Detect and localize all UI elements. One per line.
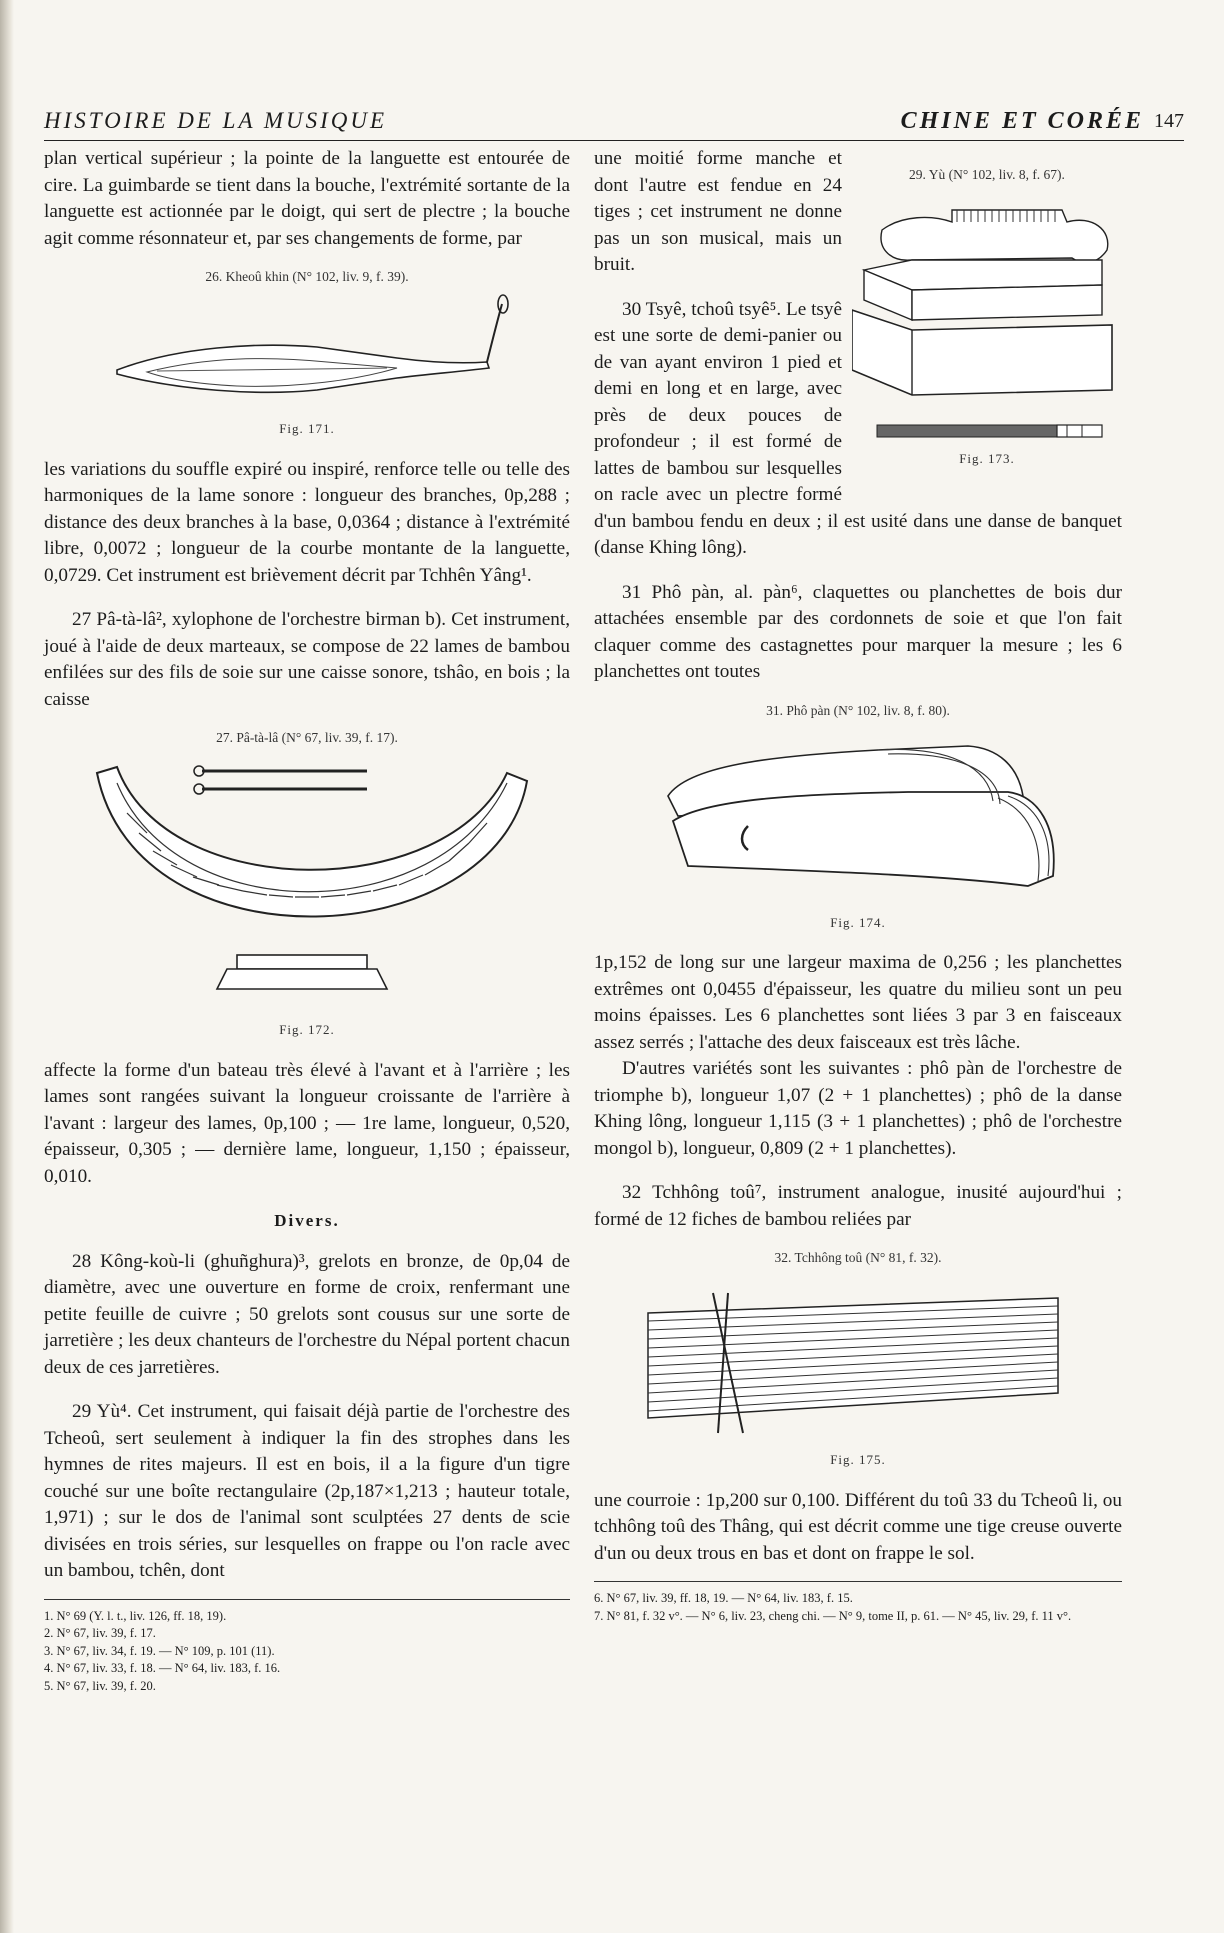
left-paragraph-3: 27 Pâ-tà-lâ², xylophone de l'orchestre birman b). Cet instrument, joué à l'aide de deux marteaux, se compose de 22 lames de bambou enfilées sur des fils de soie sur une caisse sonore, tshâo, en bois ; la caisse — [44, 609, 570, 710]
figure-174-caption: 31. Phô pàn (N° 102, liv. 8, f. 80). — [766, 702, 950, 718]
figure-175-label: Fig. 175. — [830, 1452, 886, 1467]
footnote-7: 7. N° 81, f. 32 v°. — N° 6, liv. 23, cheng chi. — N° 9, tome II, p. 61. — N° 45, liv. 29, f. 11 v°. — [594, 1608, 1072, 1623]
footnote-1: 1. N° 69 (Y. l. t., liv. 126, ff. 18, 19). — [44, 1608, 227, 1623]
footnote-6: 6. N° 67, liv. 39, ff. 18, 19. — N° 64, liv. 183, f. 15. — [594, 1591, 853, 1605]
left-column — [44, 146, 570, 1695]
right-paragraph-2: 30 Tsyê, tchoû tsyê⁵. Le tsyê est une sorte de demi-panier ou de van ayant environ 1 pied et demi en long et en large, avec près de deux pouces de profondeur ; il est formé de lattes de bambou sur lesquelles on racle avec un plectre formé d'un bambou fendu en deux ; il est usité dans une danse de banquet (danse Khing lông). — [594, 298, 1122, 558]
figure-175 — [594, 1249, 1122, 1474]
figure-174-label: Fig. 174. — [830, 914, 886, 930]
right-column — [594, 146, 1122, 1625]
clappers-illustration — [648, 726, 1068, 906]
right-paragraph-6: 32 Tchhông toû⁷, instrument analogue, inusité aujourd'hui ; formé de 12 fiches de bambou reliées par — [594, 1182, 1122, 1230]
left-footnotes — [44, 1599, 570, 1696]
footnote-2: 2. N° 67, liv. 39, f. 17. — [44, 1626, 156, 1640]
bamboo-scraper-illustration — [867, 420, 1107, 442]
left-paragraph-1: plan vertical supérieur ; la pointe de la languette est entourée de cire. La guimbarde se tient dans la bouche, l'extrémité sortante de la languette est actionnée par le doigt, qui sert de plectre ; la bouche agit comme résonnateur et, par ses changements de forme, par — [44, 148, 570, 249]
figure-173-caption: 29. Yù (N° 102, liv. 8, f. 67). — [909, 167, 1065, 182]
left-paragraph-4: affecte la forme d'un bateau très élevé à l'avant et à l'arrière ; les lames sont rangées suivant la longueur croissante de l'arrière à l'avant : largeur des lames, 0p,100 ; — 1re lame, longueur, 0,520, épaisseur, 0,305 ; — dernière lame, longueur, 1,150 ; épaisseur, 0,010. — [44, 1059, 570, 1187]
footnote-5: 5. N° 67, liv. 39, f. 20. — [44, 1678, 156, 1693]
left-paragraph-6: 29 Yù⁴. Cet instrument, qui faisait déjà partie de l'orchestre des Tcheoû, sert seulement à indiquer la fin des strophes dans les hymnes de rites majeurs. Il est en bois, il a la figure d'un tigre couché sur une boîte rectangulaire (2p,187×1,213 ; hauteur totale, 1,971) ; sur le dos de l'animal sont sculptées 27 dents de scie divisées en trois séries, sur lesquelles on frappe ou l'on racle avec un bambou, tchên, dont — [44, 1401, 570, 1581]
figure-172-label: Fig. 172. — [279, 1022, 335, 1037]
left-paragraph-2: les variations du souffle expiré ou inspiré, renforce telle ou telle des harmoniques de la lame sonore : longueur des branches, 0p,288 ; distance des deux branches à la base, 0,0364 ; distance à l'extrémité libre, 0,0072 ; longueur de la courbe montante de la languette, 0,0729. Cet instrument est brièvement décrit par Tchhên Yâng¹. — [44, 458, 570, 586]
figure-175-caption: 32. Tchhông toû (N° 81, f. 32). — [774, 1250, 942, 1265]
figure-172 — [44, 729, 570, 1044]
running-title-left: HISTOIRE DE LA MUSIQUE — [44, 108, 388, 133]
right-footnotes — [594, 1581, 1122, 1625]
xylophone-boat-illustration — [77, 753, 537, 1013]
jew-harp-illustration — [97, 292, 517, 412]
figure-173 — [852, 146, 1122, 487]
footnote-4: 4. N° 67, liv. 33, f. 18. — N° 64, liv. 183, f. 16. — [44, 1661, 281, 1675]
right-paragraph-5: D'autres variétés sont les suivantes : phô pàn de l'orchestre de triomphe b), longueur 1,07 (2 + 1 planchettes) ; phô de la danse Khing lông, longueur 1,115 (3 + 1 planchettes) ; phô de l'orchestre mongol b), longueur, 0,809 (2 + 1 planchettes). — [594, 1058, 1122, 1159]
right-paragraph-1: une moitié forme manche et dont l'autre est fendue en 24 tiges ; cet instrument ne donne pas un son musical, mais un bruit. — [594, 148, 842, 275]
figure-173-label: Fig. 173. — [959, 451, 1015, 466]
right-paragraph-3: 31 Phô pàn, al. pàn⁶, claquettes ou planchettes de bois dur attachées ensemble par des cordonnets de soie et que l'on fait claquer comme des castagnettes pour marquer la mesure ; les 6 planchettes ont toutes — [594, 581, 1122, 682]
running-title-right: CHINE ET CORÉE — [900, 108, 1144, 134]
right-paragraph-4: 1p,152 de long sur une largeur maxima de 0,256 ; les planchettes extrêmes ont 0,0455 d'épaisseur, les quatre du milieu sont un peu moins épaisses. Les 6 planchettes sont liées 3 par 3 en faisceaux assez serrés ; l'attache des deux faisceaux est très lâche. — [594, 952, 1122, 1053]
figure-171 — [44, 268, 570, 443]
footnote-3: 3. N° 67, liv. 34, f. 19. — N° 109, p. 101 (11). — [44, 1643, 275, 1658]
figure-171-caption: 26. Kheoû khin (N° 102, liv. 9, f. 39). — [205, 269, 409, 284]
bamboo-strips-illustration — [638, 1273, 1078, 1443]
figure-171-label: Fig. 171. — [279, 421, 335, 436]
page-number: 147 — [1154, 110, 1184, 132]
tiger-box-illustration — [852, 190, 1122, 420]
figure-172-caption: 27. Pâ-tà-lâ (N° 67, liv. 39, f. 17). — [216, 730, 398, 745]
left-paragraph-5: 28 Kông-koù-li (ghuñghura)³, grelots en bronze, de 0p,04 de diamètre, avec une ouverture en forme de croix, renfermant une petite feuille de cuivre ; 50 grelots sont cousus sur une sorte de jarretière ; les deux chanteurs de l'orchestre du Népal portent chacun deux de ces jarretières. — [44, 1250, 570, 1378]
right-paragraph-7: une courroie : 1p,200 sur 0,100. Différent du toû 33 du Tcheoû li, ou tchhông toû des Thâng, qui est décrit comme une tige creuse ouverte d'un ou deux trous en bas et dont on frappe le sol. — [594, 1489, 1122, 1564]
figure-174 — [594, 702, 1122, 937]
book-binding-edge — [0, 0, 14, 1933]
section-heading-divers: Divers. — [274, 1211, 340, 1230]
page-header — [44, 104, 1184, 141]
